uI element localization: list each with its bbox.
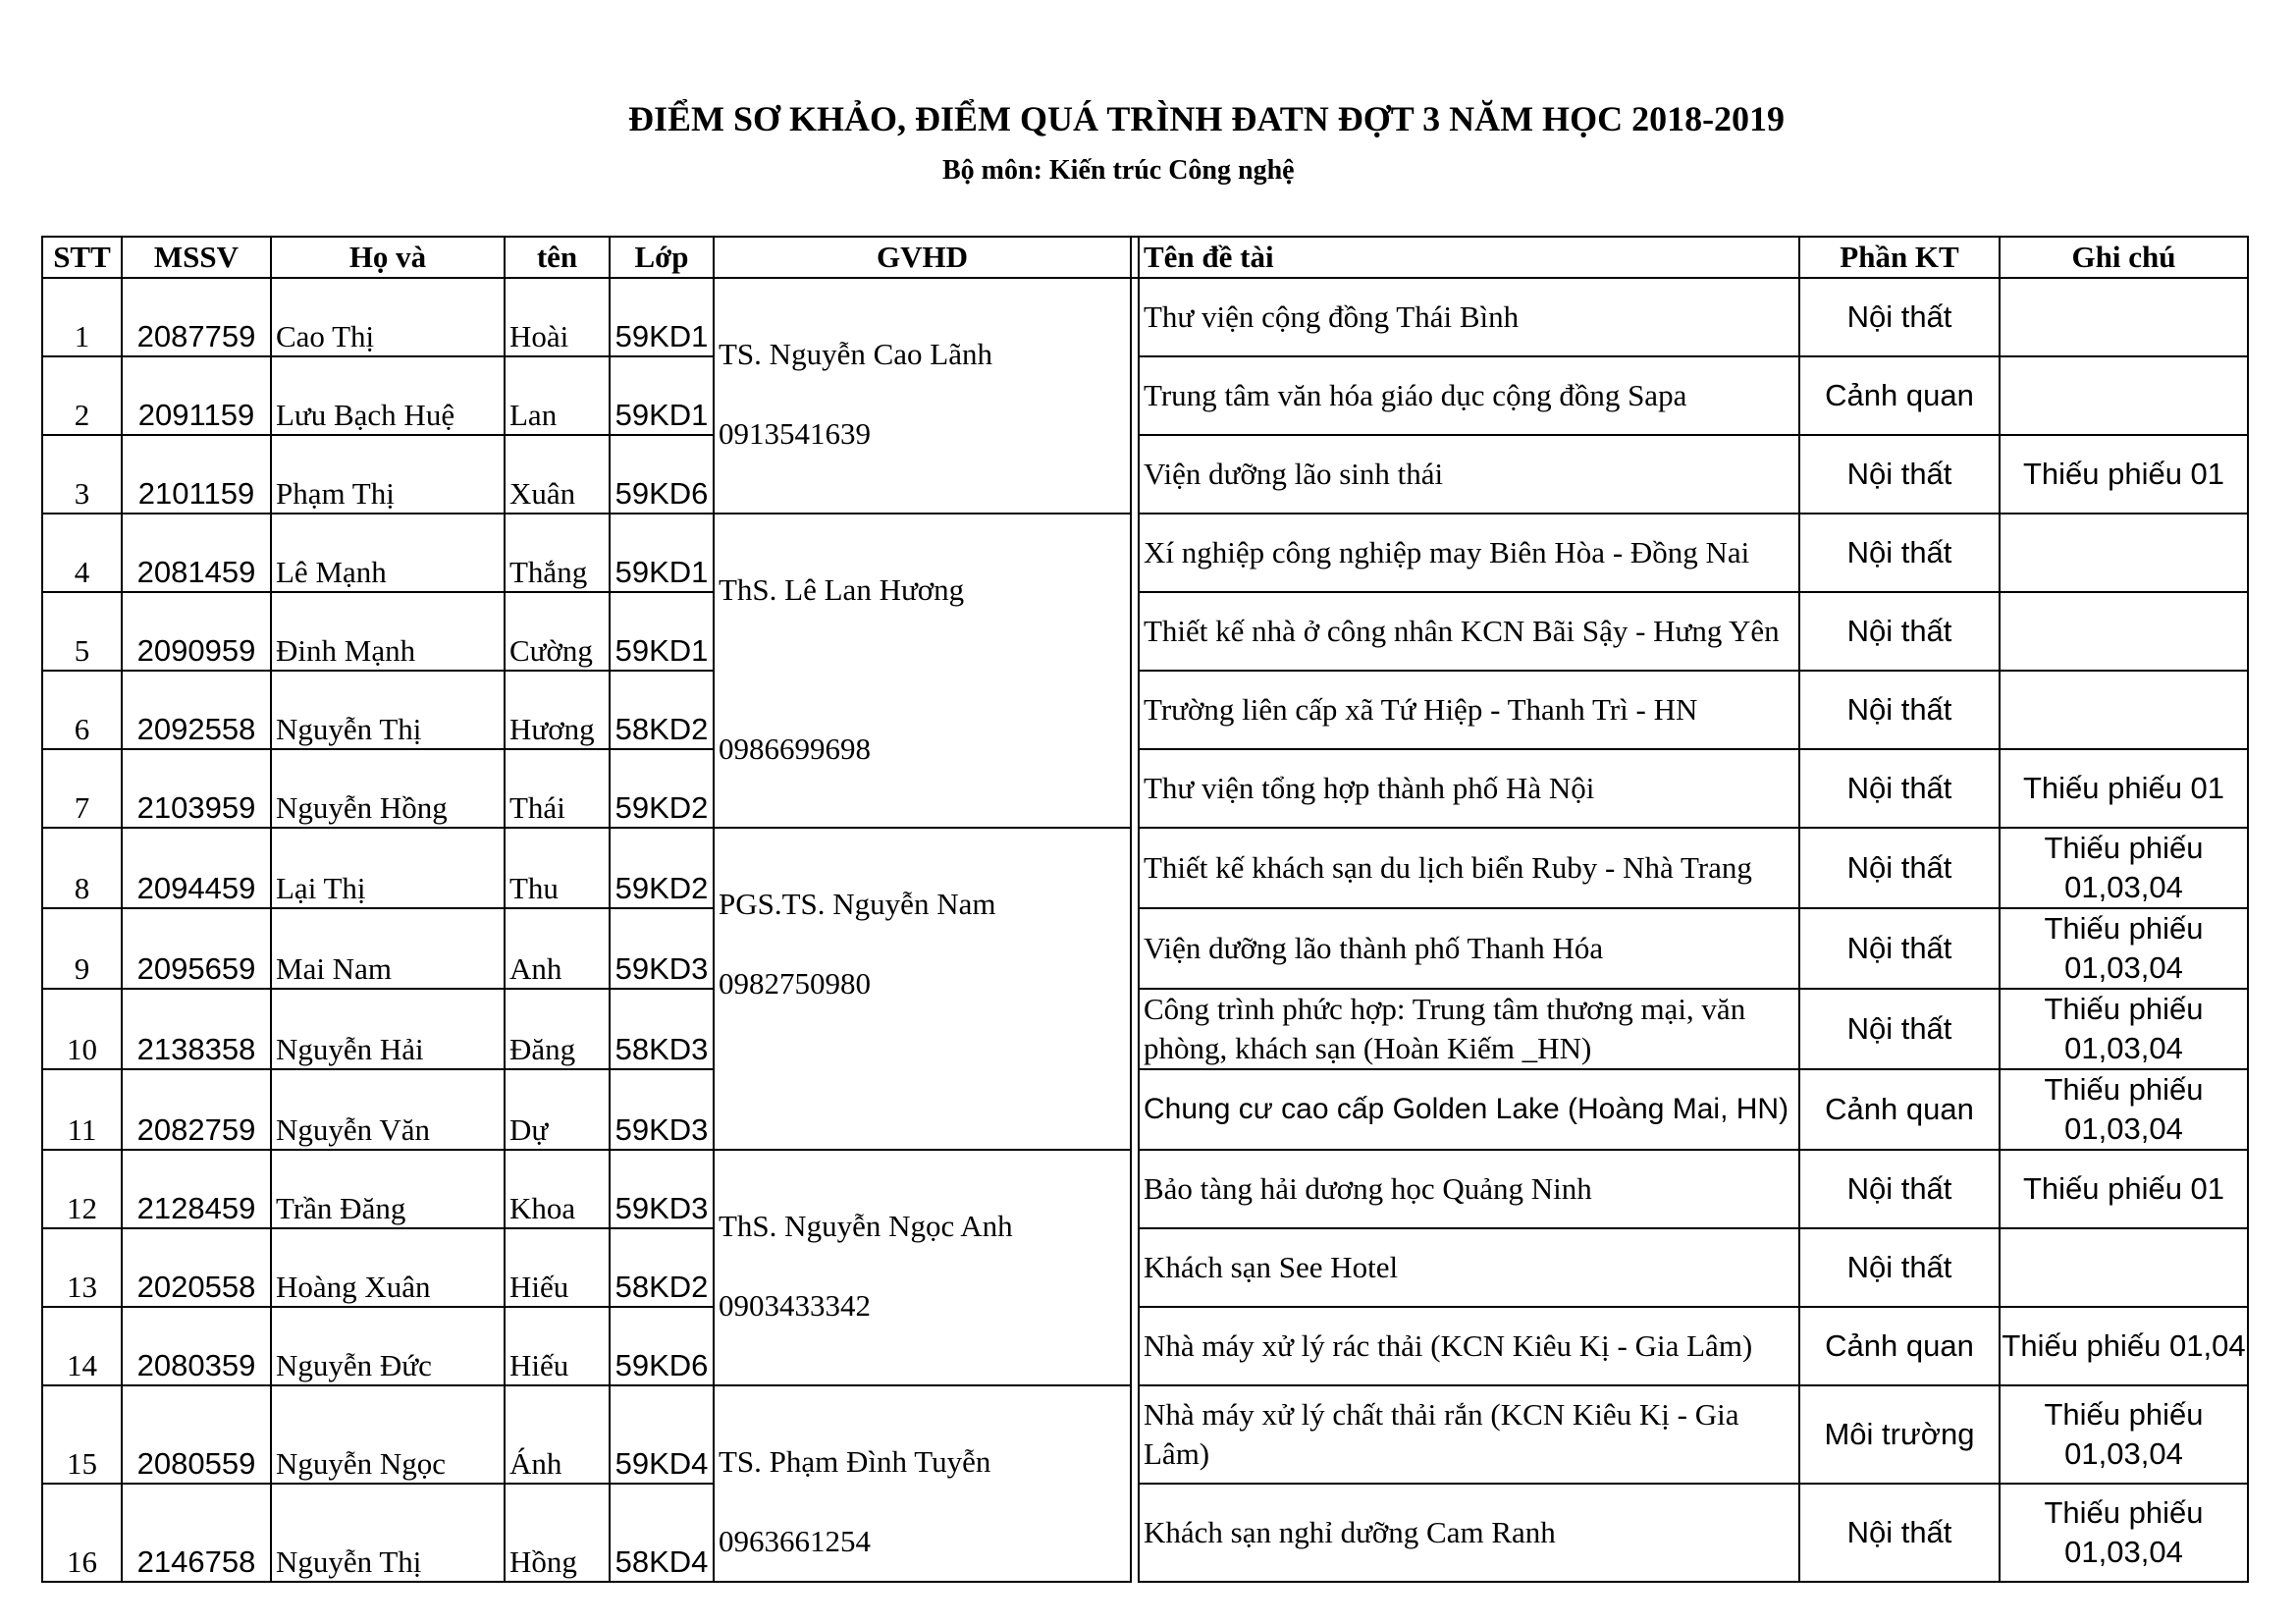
cell-stt: 16: [42, 1484, 122, 1582]
table-row: [42, 828, 2248, 908]
cell-ho: Nguyễn Thị: [271, 671, 505, 749]
cell-mssv: 2146758: [122, 1484, 271, 1582]
table-row: [42, 1385, 2248, 1484]
table-row: [42, 1069, 2248, 1150]
cell-topic: Trung tâm văn hóa giáo dục cộng đồng Sapa: [1139, 356, 1799, 435]
advisor-name: PGS.TS. Nguyễn Nam: [719, 887, 996, 921]
cell-topic: Xí nghiệp công nghiệp may Biên Hòa - Đồng Nai: [1139, 514, 1799, 592]
cell-note: [2000, 1228, 2248, 1307]
cell-kt: Nội thất: [1799, 908, 2000, 989]
cell-note: Thiếu phiếu 01,03,04: [2000, 989, 2248, 1069]
scores-table: [41, 236, 2249, 1583]
cell-ten: Hoài: [505, 278, 610, 356]
cell-lop: 59KD2: [610, 828, 714, 908]
cell-advisor: [714, 828, 1131, 1150]
table-row: [42, 749, 2248, 828]
cell-mssv: 2092558: [122, 671, 271, 749]
cell-lop: 59KD2: [610, 749, 714, 828]
cell-lop: 59KD6: [610, 1307, 714, 1385]
table-row: [42, 908, 2248, 989]
cell-mssv: 2080359: [122, 1307, 271, 1385]
cell-ho: Trần Đăng: [271, 1150, 505, 1228]
column-gap: [1131, 1150, 1139, 1228]
cell-ten: Đăng: [505, 989, 610, 1069]
cell-note: Thiếu phiếu 01: [2000, 1150, 2248, 1228]
column-gap: [1131, 1385, 1139, 1484]
cell-lop: 58KD2: [610, 671, 714, 749]
column-gap: [1131, 592, 1139, 671]
cell-ten: Thái: [505, 749, 610, 828]
cell-kt: Nội thất: [1799, 828, 2000, 908]
cell-lop: 59KD3: [610, 908, 714, 989]
cell-note: Thiếu phiếu 01,03,04: [2000, 1484, 2248, 1582]
cell-ho: Đinh Mạnh: [271, 592, 505, 671]
column-header-topic: Tên đề tài: [1139, 237, 1799, 278]
cell-topic: Công trình phức hợp: Trung tâm thương mại, văn phòng, khách sạn (Hoàn Kiếm _HN): [1139, 989, 1799, 1069]
cell-mssv: 2080559: [122, 1385, 271, 1484]
table-row: [42, 1228, 2248, 1307]
cell-stt: 2: [42, 356, 122, 435]
cell-stt: 7: [42, 749, 122, 828]
column-gap: [1131, 1228, 1139, 1307]
cell-ten: Thu: [505, 828, 610, 908]
advisor-name: TS. Phạm Đình Tuyễn: [719, 1444, 991, 1479]
cell-kt: Nội thất: [1799, 1150, 2000, 1228]
cell-advisor: [714, 514, 1131, 828]
cell-ho: Nguyễn Đức: [271, 1307, 505, 1385]
cell-advisor: [714, 1150, 1131, 1385]
cell-mssv: 2101159: [122, 435, 271, 514]
cell-note: Thiếu phiếu 01,03,04: [2000, 828, 2248, 908]
cell-kt: Nội thất: [1799, 435, 2000, 514]
table-row: [42, 514, 2248, 592]
advisor-spacer: [719, 629, 1130, 709]
cell-topic: Nhà máy xử lý rác thải (KCN Kiêu Kị - Gia Lâm): [1139, 1307, 1799, 1385]
column-gap: [1131, 356, 1139, 435]
cell-ten: Hồng: [505, 1484, 610, 1582]
table-row: [42, 1484, 2248, 1582]
cell-note: [2000, 514, 2248, 592]
cell-ho: Lưu Bạch Huệ: [271, 356, 505, 435]
cell-kt: Nội thất: [1799, 1484, 2000, 1582]
cell-ten: Lan: [505, 356, 610, 435]
cell-topic: Nhà máy xử lý chất thải rắn (KCN Kiêu Kị - Gia Lâm): [1139, 1385, 1799, 1484]
cell-ho: Mai Nam: [271, 908, 505, 989]
cell-kt: Môi trường: [1799, 1385, 2000, 1484]
advisor-phone: 0986699698: [719, 731, 871, 766]
cell-ho: Phạm Thị: [271, 435, 505, 514]
cell-ho: Lại Thị: [271, 828, 505, 908]
cell-ho: Nguyễn Thị: [271, 1484, 505, 1582]
cell-stt: 10: [42, 989, 122, 1069]
cell-ten: Anh: [505, 908, 610, 989]
cell-kt: Cảnh quan: [1799, 1069, 2000, 1150]
column-gap: [1131, 749, 1139, 828]
column-gap: [1131, 671, 1139, 749]
cell-mssv: 2103959: [122, 749, 271, 828]
table-row: [42, 435, 2248, 514]
column-header-ten: tên: [505, 237, 610, 278]
cell-topic: Trường liên cấp xã Tứ Hiệp - Thanh Trì - HN: [1139, 671, 1799, 749]
advisor-name: TS. Nguyễn Cao Lãnh: [719, 337, 992, 371]
column-header-note: Ghi chú: [2000, 237, 2248, 278]
advisor-phone: 0963661254: [719, 1524, 871, 1558]
column-gap: [1131, 435, 1139, 514]
cell-topic: Viện dưỡng lão sinh thái: [1139, 435, 1799, 514]
cell-stt: 11: [42, 1069, 122, 1150]
table-row: [42, 989, 2248, 1069]
cell-mssv: 2128459: [122, 1150, 271, 1228]
column-gap: [1131, 908, 1139, 989]
cell-lop: 59KD4: [610, 1385, 714, 1484]
cell-stt: 1: [42, 278, 122, 356]
column-header-lop: Lớp: [610, 237, 714, 278]
cell-note: Thiếu phiếu 01: [2000, 435, 2248, 514]
column-gap: [1131, 1484, 1139, 1582]
cell-ten: Cường: [505, 592, 610, 671]
cell-stt: 8: [42, 828, 122, 908]
cell-topic: Chung cư cao cấp Golden Lake (Hoàng Mai, HN): [1139, 1069, 1799, 1150]
cell-lop: 59KD1: [610, 592, 714, 671]
cell-stt: 4: [42, 514, 122, 592]
advisor-name: ThS. Nguyễn Ngọc Anh: [719, 1209, 1013, 1243]
cell-ho: Nguyễn Hồng: [271, 749, 505, 828]
advisor-name: ThS. Lê Lan Hương: [719, 572, 965, 607]
cell-advisor: [714, 1385, 1131, 1582]
cell-topic: Thư viện tổng hợp thành phố Hà Nội: [1139, 749, 1799, 828]
cell-lop: 58KD3: [610, 989, 714, 1069]
column-gap: [1131, 828, 1139, 908]
cell-mssv: 2094459: [122, 828, 271, 908]
cell-lop: 58KD2: [610, 1228, 714, 1307]
column-gap: [1131, 237, 1139, 278]
cell-mssv: 2081459: [122, 514, 271, 592]
table-row: [42, 356, 2248, 435]
cell-kt: Nội thất: [1799, 592, 2000, 671]
cell-lop: 59KD1: [610, 514, 714, 592]
cell-topic: Bảo tàng hải dương học Quảng Ninh: [1139, 1150, 1799, 1228]
cell-stt: 6: [42, 671, 122, 749]
cell-ho: Cao Thị: [271, 278, 505, 356]
cell-ten: Dự: [505, 1069, 610, 1150]
cell-kt: Nội thất: [1799, 671, 2000, 749]
cell-kt: Cảnh quan: [1799, 1307, 2000, 1385]
cell-stt: 12: [42, 1150, 122, 1228]
cell-note: Thiếu phiếu 01,03,04: [2000, 1385, 2248, 1484]
column-header-mssv: MSSV: [122, 237, 271, 278]
column-header-kt: Phần KT: [1799, 237, 2000, 278]
cell-ten: Khoa: [505, 1150, 610, 1228]
column-gap: [1131, 1069, 1139, 1150]
cell-ten: Ánh: [505, 1385, 610, 1484]
cell-note: [2000, 592, 2248, 671]
cell-kt: Nội thất: [1799, 278, 2000, 356]
table-row: [42, 592, 2248, 671]
cell-topic: Thiết kế nhà ở công nhân KCN Bãi Sậy - Hưng Yên: [1139, 592, 1799, 671]
cell-ten: Hiếu: [505, 1307, 610, 1385]
cell-kt: Nội thất: [1799, 989, 2000, 1069]
cell-ten: Xuân: [505, 435, 610, 514]
advisor-phone: 0913541639: [719, 416, 871, 451]
cell-lop: 58KD4: [610, 1484, 714, 1582]
cell-kt: Nội thất: [1799, 749, 2000, 828]
table-row: [42, 1307, 2248, 1385]
table-row: [42, 1150, 2248, 1228]
cell-ho: Lê Mạnh: [271, 514, 505, 592]
cell-kt: Cảnh quan: [1799, 356, 2000, 435]
cell-note: [2000, 356, 2248, 435]
cell-mssv: 2082759: [122, 1069, 271, 1150]
cell-stt: 5: [42, 592, 122, 671]
cell-lop: 59KD1: [610, 278, 714, 356]
column-header-ho: Họ và: [271, 237, 505, 278]
column-gap: [1131, 514, 1139, 592]
cell-mssv: 2138358: [122, 989, 271, 1069]
cell-ho: Nguyễn Hải: [271, 989, 505, 1069]
column-gap: [1131, 989, 1139, 1069]
cell-stt: 15: [42, 1385, 122, 1484]
cell-note: Thiếu phiếu 01,04: [2000, 1307, 2248, 1385]
table-header-row: [42, 237, 2248, 278]
cell-note: Thiếu phiếu 01,03,04: [2000, 908, 2248, 989]
column-gap: [1131, 278, 1139, 356]
cell-stt: 3: [42, 435, 122, 514]
department-subtitle: Bộ môn: Kiến trúc Công nghệ: [942, 155, 1295, 186]
cell-note: Thiếu phiếu 01,03,04: [2000, 1069, 2248, 1150]
cell-mssv: 2020558: [122, 1228, 271, 1307]
cell-topic: Thư viện cộng đồng Thái Bình: [1139, 278, 1799, 356]
cell-stt: 13: [42, 1228, 122, 1307]
cell-note: [2000, 671, 2248, 749]
cell-note: Thiếu phiếu 01: [2000, 749, 2248, 828]
cell-advisor: [714, 278, 1131, 514]
cell-kt: Nội thất: [1799, 1228, 2000, 1307]
column-gap: [1131, 1307, 1139, 1385]
cell-topic: Khách sạn See Hotel: [1139, 1228, 1799, 1307]
cell-ten: Hiếu: [505, 1228, 610, 1307]
cell-mssv: 2090959: [122, 592, 271, 671]
advisor-phone: 0903433342: [719, 1288, 871, 1323]
cell-ho: Nguyễn Văn: [271, 1069, 505, 1150]
cell-lop: 59KD6: [610, 435, 714, 514]
cell-ten: Thắng: [505, 514, 610, 592]
cell-topic: Viện dưỡng lão thành phố Thanh Hóa: [1139, 908, 1799, 989]
cell-ten: Hương: [505, 671, 610, 749]
cell-lop: 59KD3: [610, 1069, 714, 1150]
cell-ho: Nguyễn Ngọc: [271, 1385, 505, 1484]
cell-ho: Hoàng Xuân: [271, 1228, 505, 1307]
cell-stt: 9: [42, 908, 122, 989]
cell-kt: Nội thất: [1799, 514, 2000, 592]
cell-mssv: 2091159: [122, 356, 271, 435]
page-title: ĐIỂM SƠ KHẢO, ĐIỂM QUÁ TRÌNH ĐATN ĐỢT 3 NĂM HỌC 2018-2019: [628, 99, 1786, 138]
cell-stt: 14: [42, 1307, 122, 1385]
cell-note: [2000, 278, 2248, 356]
cell-mssv: 2087759: [122, 278, 271, 356]
cell-lop: 59KD1: [610, 356, 714, 435]
table-row: [42, 278, 2248, 356]
advisor-phone: 0982750980: [719, 966, 871, 1001]
column-header-stt: STT: [42, 237, 122, 278]
column-header-gvhd: GVHD: [714, 237, 1131, 278]
cell-topic: Khách sạn nghỉ dưỡng Cam Ranh: [1139, 1484, 1799, 1582]
table-row: [42, 671, 2248, 749]
cell-mssv: 2095659: [122, 908, 271, 989]
cell-lop: 59KD3: [610, 1150, 714, 1228]
cell-topic: Thiết kế khách sạn du lịch biển Ruby - Nhà Trang: [1139, 828, 1799, 908]
